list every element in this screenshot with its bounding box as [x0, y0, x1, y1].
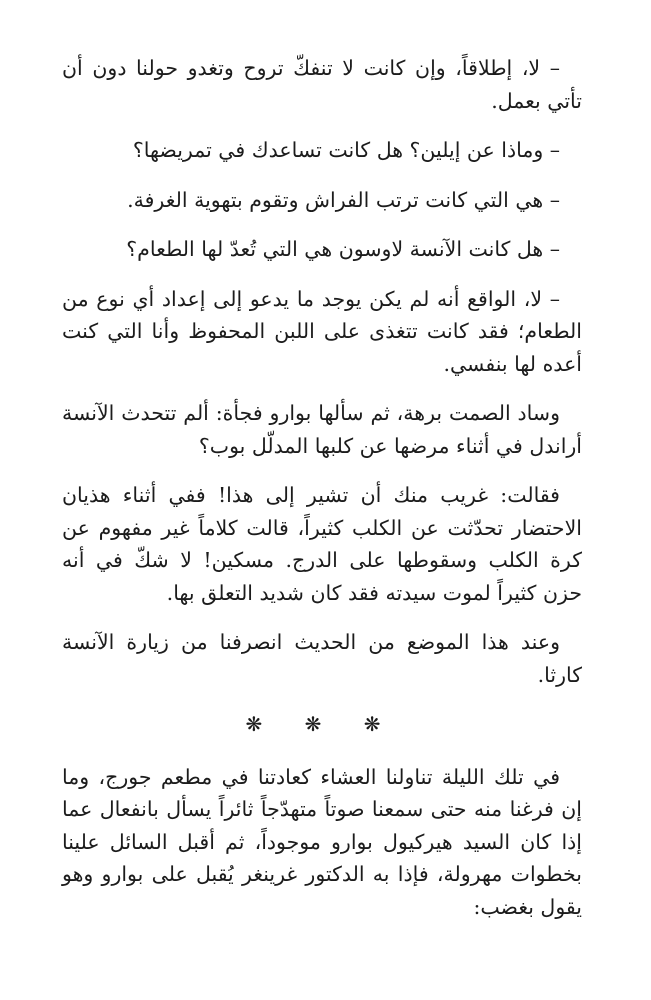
narrative-paragraph-1: وساد الصمت برهة، ثم سألها بوارو فجأة: ألم تتحدث الآنسة أراندل في أثناء مرضها عن كلبها المدلّل بوب؟ [62, 401, 582, 458]
book-page [62, 52, 582, 923]
closing-paragraph: في تلك الليلة تناولنا العشاء كعادتنا في مطعم جورج، وما إن فرغنا منه حتى سمعنا صوتاً متهدّجاً ثائراً يسأل بانفعال عما إذا كان السيد هيركيول بوارو موجوداً، ثم أقبل السائل علينا بخطوات مهرولة، فإذا به الدكتور غرينغر يُقبل على بوارو وهو يقول بغضب: [62, 764, 582, 919]
narrative-paragraph-3: وعند هذا الموضع من الحديث انصرفنا من زيارة الآنسة كارثا. [62, 630, 582, 687]
dialogue-paragraph-5: – لا، الواقع أنه لم يكن يوجد ما يدعو إلى إعداد أي نوع من الطعام؛ فقد كانت تتغذى على اللبن المحفوظ وأنا التي كنت أعده لها بنفسي. [62, 286, 582, 376]
dialogue-paragraph-4: – هل كانت الآنسة لاوسون هي التي تُعدّ لها الطعام؟ [126, 237, 560, 261]
dialogue-paragraph-2: – وماذا عن إيلين؟ هل كانت تساعدك في تمريضها؟ [132, 138, 560, 162]
narrative-paragraph-2: فقالت: غريب منك أن تشير إلى هذا! ففي أثناء هذيان الاحتضار تحدّثت عن الكلب كثيراً، قالت كلاماً غير مفهوم عن كرة الكلب وسقوطها على الدرج. مسكين! لا شكّ في أنه حزن كثيراً لموت سيدته فقد كان شديد التعلق بها. [62, 483, 582, 605]
dialogue-paragraph-1: – لا، إطلاقاً، وإن كانت لا تنفكّ تروح وتغدو حولنا دون أن تأتي بعمل. [62, 56, 582, 113]
section-separator: ❋ ❋ ❋ [245, 712, 399, 736]
dialogue-paragraph-3: – هي التي كانت ترتب الفراش وتقوم بتهوية الغرفة. [127, 187, 560, 212]
